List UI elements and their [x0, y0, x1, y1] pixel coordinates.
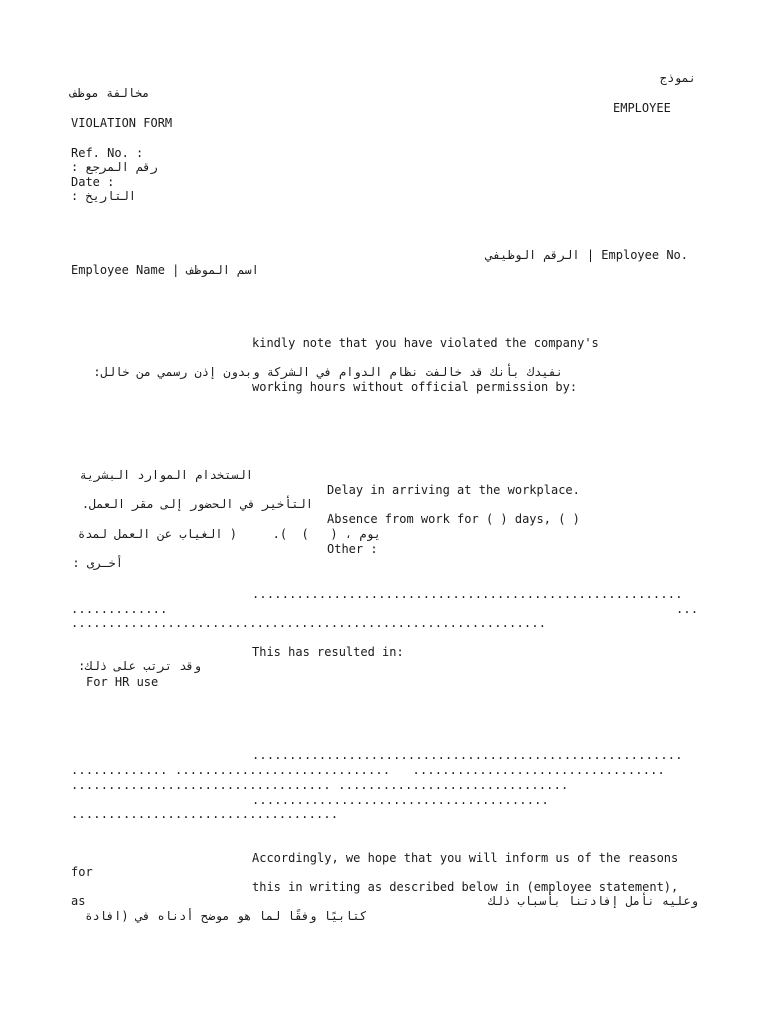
- closing-ar-line1: وعليه نأمل إفادتنا بأسباب ذلك: [488, 894, 698, 908]
- closing-en-line2: this in writing as described below in (employee statement),: [252, 880, 679, 894]
- hr-use-label-en: For HR use: [86, 675, 159, 689]
- form-title-ar: نموذج: [659, 71, 696, 85]
- dotted-line: ........................................: [252, 793, 549, 807]
- other-option-ar: أخـرى :: [72, 556, 123, 570]
- delay-option-en: Delay in arriving at the workplace.: [327, 483, 580, 497]
- dotted-line: .............: [71, 602, 168, 616]
- absence-option-ar-left: ( الغياب عن العمل لمدة: [78, 527, 237, 541]
- dotted-line: ................................................................: [71, 616, 547, 630]
- dotted-line: ................................... ...............................: [71, 778, 569, 792]
- closing-en-for: for: [71, 865, 93, 879]
- absence-option-en: Absence from work for ( ) days, ( ): [327, 512, 580, 526]
- dotted-line: ............. ............................. ..................................: [71, 763, 665, 777]
- date-label-en: Date :: [71, 175, 115, 189]
- dotted-line: ....................................: [71, 807, 339, 821]
- closing-ar-line2: كتابيًا وفقًا لما هو موضح أدناه في (افادة: [85, 909, 367, 923]
- result-label-en: This has resulted in:: [252, 645, 404, 659]
- other-option-en: Other :: [327, 542, 378, 556]
- dotted-line: ...: [676, 602, 699, 616]
- hr-use-label-ar: الستخدام الموارد البشرية: [79, 468, 253, 482]
- date-label-ar: التاريخ :: [71, 189, 137, 203]
- ref-no-label-ar: رقم المرجع :: [71, 160, 158, 174]
- dotted-line: ..........................................................: [252, 587, 683, 601]
- notice-en-line1: kindly note that you have violated the company's: [252, 336, 599, 350]
- absence-option-ar-mid: يوم ، ( ) ).: [272, 527, 381, 541]
- closing-en-line1: Accordingly, we hope that you will inform us of the reasons: [252, 851, 679, 865]
- employee-number-label: الرقم الوظيفي | Employee No.: [485, 248, 688, 262]
- employee-title-en: EMPLOYEE: [613, 101, 671, 115]
- closing-en-as: as: [71, 894, 86, 908]
- dotted-line: ..........................................................: [252, 748, 683, 762]
- ref-no-label-en: Ref. No. :: [71, 146, 144, 160]
- delay-option-ar: التأخير في الحضور إلى مقر العمل.: [81, 497, 313, 511]
- violation-form-title-en: VIOLATION FORM: [71, 116, 173, 130]
- violation-title-ar: مخالفة موظف: [70, 86, 150, 100]
- employee-name-label: Employee Name | اسم الموظف: [71, 263, 259, 277]
- notice-en-line2: working hours without official permission by:: [252, 380, 578, 394]
- result-label-ar: وقد ترتب على ذلك:: [78, 659, 201, 673]
- notice-ar-line: نفيدك بأنك قد خالفت نظام الدوام في الشركة وبدون إذن رسمي من خالل:: [93, 365, 563, 379]
